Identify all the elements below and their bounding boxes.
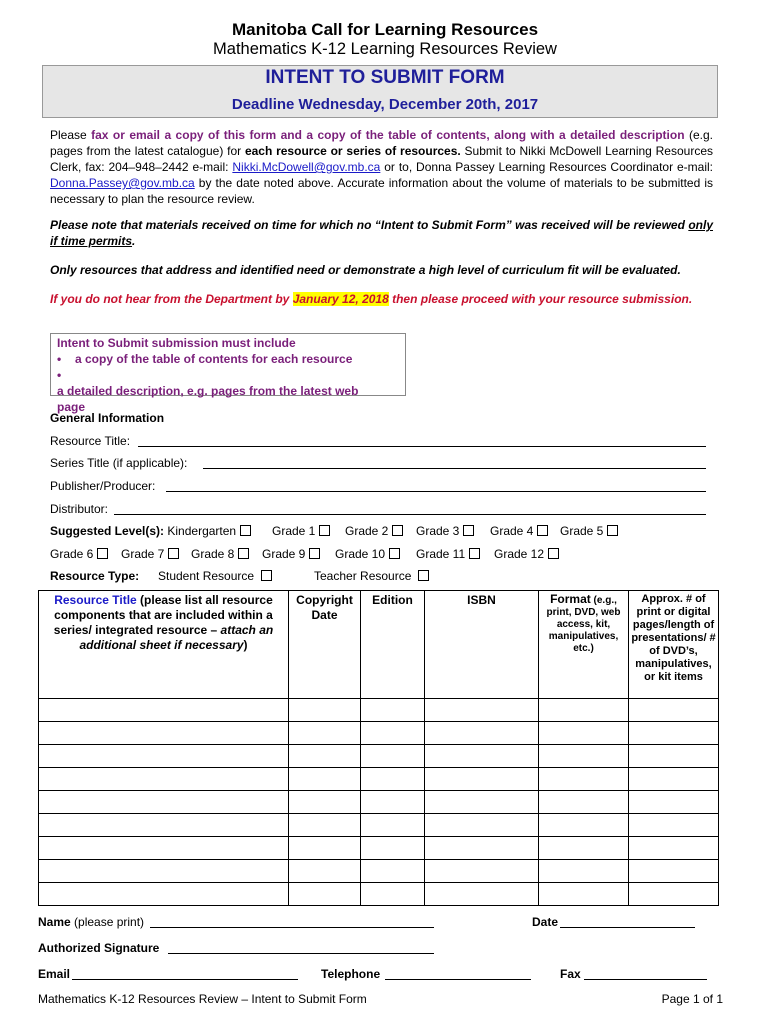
resource-type-label: Resource Type:: [50, 569, 140, 583]
grade-3-checkbox[interactable]: [463, 525, 474, 536]
name-field[interactable]: [150, 927, 434, 928]
grade-8-checkbox[interactable]: [238, 548, 249, 559]
table-row: [39, 814, 719, 837]
fax-label: Fax: [560, 967, 581, 981]
grade-7-checkbox[interactable]: [168, 548, 179, 559]
kindergarten-checkbox[interactable]: [240, 525, 251, 536]
highlighted-date: January 12, 2018: [292, 292, 389, 306]
grade-9-checkbox[interactable]: [309, 548, 320, 559]
resource-title-label: Resource Title:: [50, 434, 131, 448]
table-row: [39, 722, 719, 745]
org-title: Manitoba Call for Learning Resources: [231, 20, 539, 39]
table-row: [39, 745, 719, 768]
deadline: Deadline Wednesday, December 20th, 2017: [231, 96, 539, 113]
student-resource-checkbox[interactable]: [261, 570, 272, 581]
telephone-label: Telephone: [321, 967, 381, 981]
grade-5-checkbox[interactable]: [607, 525, 618, 536]
fax-field[interactable]: [584, 979, 707, 980]
levels-row-1: Suggested Level(s): Kindergarten: [50, 524, 251, 538]
requirements-title: Intent to Submit submission must include: [57, 336, 296, 350]
resource-title-field[interactable]: [138, 446, 706, 447]
teacher-resource-checkbox[interactable]: [418, 570, 429, 581]
table-row: [39, 699, 719, 722]
col-approx-count: Approx. # of print or digital pages/length of presentations/ # of DVD’s, manipulatives, or kit items: [629, 591, 719, 699]
evaluation-note: Only resources that address and identified need or demonstrate a high level of curriculum fit will be evaluated.: [50, 263, 681, 277]
publisher-label: Publisher/Producer:: [50, 479, 156, 493]
series-title-label: Series Title (if applicable):: [50, 456, 188, 470]
late-materials-note: Please note that materials received on time for which no “Intent to Submit Form” was received will be reviewed only if time permits.: [50, 218, 713, 248]
grade-12-checkbox[interactable]: [548, 548, 559, 559]
table-row: [39, 860, 719, 883]
email-link-donna[interactable]: Donna.Passey@gov.mb.ca: [50, 176, 195, 190]
grade-2-checkbox[interactable]: [392, 525, 403, 536]
submission-requirements-box: [50, 333, 406, 414]
series-title-field[interactable]: [203, 468, 706, 469]
form-subtitle: Mathematics K-12 Learning Resources Review: [213, 40, 557, 58]
instructions-paragraph: Please fax or email a copy of this form and a copy of the table of contents, along with a detailed description (e.g. pages from the latest catalogue) for each resource or series of resources. Submit to Nikki McDowell Learning Resources Clerk, fax: 204–948–2442 e-mail: Nikki.McDowell@gov.mb.ca or to, Donna Passey Learning Resources Coordinator e-mail: Donna.Passey@gov.mb.ca by the date noted above. Accurate information about the volume of materials to be submitted is necessary to plan the resource review.: [50, 128, 714, 206]
table-header-row: [39, 591, 719, 699]
col-isbn: ISBN: [425, 591, 539, 699]
grade-6-checkbox[interactable]: [97, 548, 108, 559]
col-copyright-date: Copyright Date: [289, 591, 361, 699]
col-resource-title: Resource Title (please list all resource components that are included within a series/ integrated resource – attach an additional sheet if necessary): [39, 591, 289, 699]
publisher-field[interactable]: [166, 491, 706, 492]
grade-10-checkbox[interactable]: [389, 548, 400, 559]
requirement-item: • a copy of the table of contents for each resource: [57, 352, 353, 366]
department-note: If you do not hear from the Department by January 12, 2018 then please proceed with your resource submission.: [50, 292, 693, 306]
page-number: Page 1 of 1: [661, 992, 723, 1006]
distributor-field[interactable]: [114, 514, 706, 515]
date-label: Date: [532, 915, 559, 929]
form-title: INTENT TO SUBMIT FORM: [265, 67, 505, 88]
table-row: [39, 837, 719, 860]
levels-label: Suggested Level(s): [50, 524, 161, 538]
requirement-item: •a detailed description, e.g. pages from the latest web page: [57, 368, 359, 414]
date-field[interactable]: [560, 927, 695, 928]
footer-title: Mathematics K-12 Resources Review – Intent to Submit Form: [38, 992, 367, 1006]
grade-4-checkbox[interactable]: [537, 525, 548, 536]
table-row: [39, 768, 719, 791]
resource-table: [38, 590, 719, 906]
email-label: Email: [38, 967, 71, 981]
distributor-label: Distributor:: [50, 502, 109, 516]
table-row: [39, 791, 719, 814]
grade-11-checkbox[interactable]: [469, 548, 480, 559]
col-edition: Edition: [361, 591, 425, 699]
name-label: Name (please print): [38, 915, 145, 929]
email-field[interactable]: [72, 979, 298, 980]
table-row: [39, 883, 719, 906]
authorized-signature-field[interactable]: [168, 953, 434, 954]
telephone-field[interactable]: [385, 979, 531, 980]
general-info-heading: General Information: [50, 411, 165, 425]
authorized-signature-label: Authorized Signature: [38, 941, 160, 955]
grade-1-checkbox[interactable]: [319, 525, 330, 536]
email-link-nikki[interactable]: Nikki.McDowell@gov.mb.ca: [232, 160, 381, 174]
col-format: Format (e.g., print, DVD, web access, kit, manipulatives, etc.): [539, 591, 629, 699]
